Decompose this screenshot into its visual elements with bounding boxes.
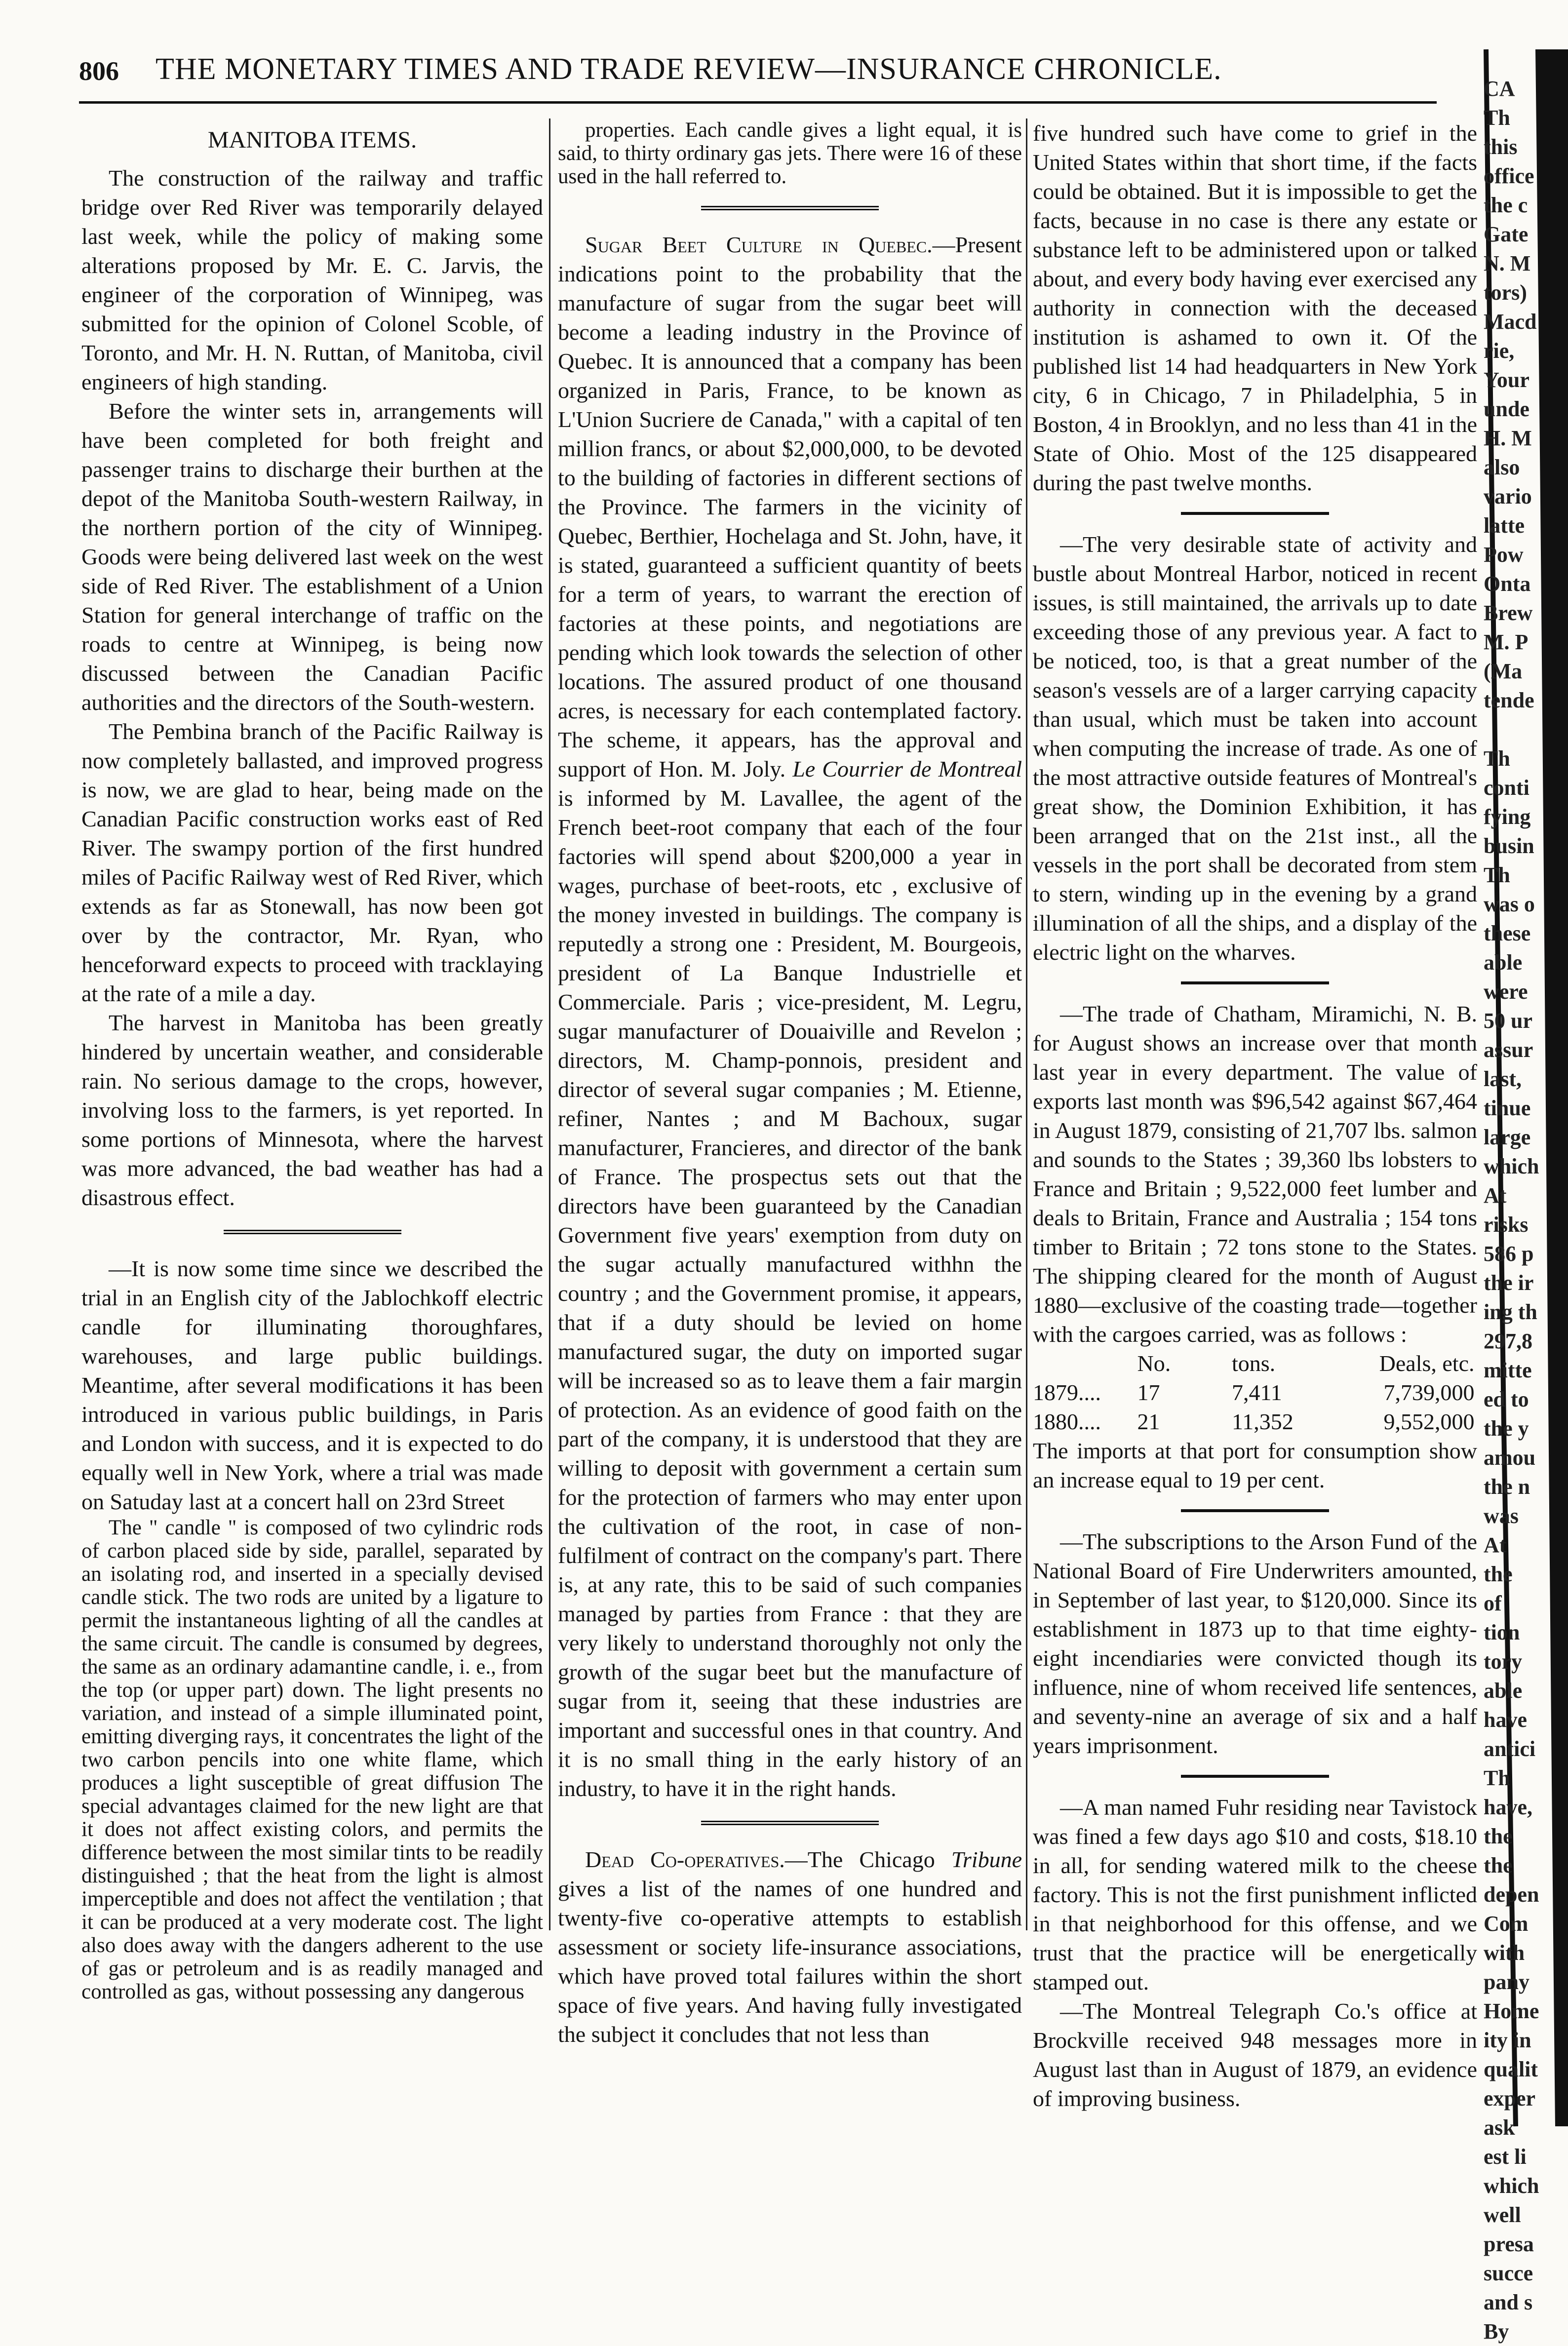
- paragraph: The Pembina branch of the Pacific Railway is now completely ballasted, and improved progress is now, we are glad to hear, being made on the Canadian Pacific construction works east of Red River. The swampy portion of the first hundred miles of Pacific Railway west of Red River, which extends as far as Stonewall, has now been got over by the contractor, Mr. Ryan, who henceforward expects to proceed with tracklaying at the rate of a mile a day.: [81, 719, 543, 1006]
- page-number: 806: [79, 56, 119, 86]
- fragment-line: Home: [1484, 1999, 1539, 2023]
- fragment-line: pany: [1484, 1970, 1529, 1994]
- fragment-line: also: [1484, 455, 1520, 479]
- paragraph: —It is now some time since we described the trial in an English city of the Jablochkoff electric candle for illuminating thoroughfares, warehouses, and large public buildings. Meantime, after several modifications it has been introduced in various public buildings, in Paris and London with success, and it is expected to do equally well in New York, where a trial was made on Satuday last at a concert hall on 23rd Street: [81, 1256, 543, 1514]
- fragment-line: conti: [1484, 776, 1529, 800]
- table-cell: 7,739,000: [1383, 1380, 1475, 1405]
- table-cell: 1880....: [1033, 1409, 1101, 1434]
- newspaper-name: Le Courrier de Montreal: [792, 756, 1022, 782]
- table-row: [1033, 1407, 1477, 1436]
- fragment-line: ed to: [1484, 1387, 1529, 1411]
- table-cell: 1879....: [1033, 1380, 1101, 1405]
- table-cell: 11,352: [1232, 1409, 1294, 1434]
- table-row: [1033, 1378, 1477, 1407]
- fragment-line: well: [1484, 2203, 1521, 2227]
- fragment-line: tion: [1484, 1620, 1520, 1644]
- next-page-fragment: [1484, 74, 1568, 2344]
- fragment-line: At: [1484, 1183, 1507, 1208]
- column-3: [1033, 118, 1477, 2113]
- fragment-line: ing th: [1484, 1300, 1537, 1324]
- fragment-line: and s: [1484, 2290, 1533, 2314]
- fragment-line: these: [1484, 921, 1531, 945]
- fragment-line: the ir: [1484, 1271, 1534, 1295]
- fragment-line: Th: [1484, 106, 1510, 130]
- fragment-line: last,: [1484, 1067, 1522, 1091]
- fragment-line: latte: [1484, 513, 1525, 538]
- article-separator: [1181, 981, 1329, 984]
- table-header: No.: [1137, 1351, 1171, 1376]
- paragraph-small: The " candle " is composed of two cylindric rods of carbon placed side by side, parallel, separated by an isolating rod, and inserted in a specially devised candle stick. The two rods are united by a ligature to permit the instantaneous lighting of all the candles at the same circuit. The candle is consumed by degrees, the same as an ordinary adamantine candle, i. e., from the top (or upper part) down. The light presents no variation, and instead of a simple illuminated point, emitting diverging rays, it concentrates the light of the two carbon pencils into one white flame, which produces a light susceptible of great diffusion The special advantages claimed for the new light are that it does not affect existing colors, and permits the difference between the most similar tints to be readily distinguished ; that the heat from the light is almost imperceptible and does not affect the ventilation ; that it can be produced at a very moderate cost. The light also does away with the dangers adherent to the use of gas or petroleum and is as readily managed and controlled as gas, without possessing any dangerous: [81, 1516, 543, 2003]
- fragment-line: By: [1484, 2319, 1509, 2344]
- article-heading: Sugar Beet Culture in Quebec.: [585, 232, 933, 257]
- column-divider-1: [549, 118, 550, 1930]
- fragment-line: fying: [1484, 805, 1531, 829]
- table-cell: 7,411: [1232, 1380, 1282, 1405]
- fragment-line: Macd: [1484, 310, 1537, 334]
- fragment-line: was: [1484, 1504, 1519, 1528]
- fragment-line: with: [1484, 1941, 1525, 1965]
- paragraph: —The very desirable state of activity and bustle about Montreal Harbor, noticed in recent issues, is still maintained, the arrivals up to date exceeding those of any previous year. A fact to be noticed, too, is that a great number of the season's vessels are of a larger carrying capacity than usual, which must be taken into account when computing the increase of trade. As one of the most attractive outside features of Montreal's great show, the Dominion Exhibition, it has been arranged that on the 21st inst., all the vessels in the port shall be decorated from stem to stern, winding up in the evening by a grand illumination of all the ships, and a display of the electric light on the wharves.: [1033, 532, 1477, 965]
- fragment-line: M. P: [1484, 630, 1529, 654]
- fragment-line: which: [1484, 2174, 1539, 2198]
- paragraph: Before the winter sets in, arrangements will have been completed for both freight and passenger trains to discharge their burthen at the depot of the Manitoba South-western Railway, in the northern portion of the city of Winnipeg. Goods were being delivered last week on the west side of Red River. The establishment of a Union Station for general interchange of traffic on the roads to centre at Winnipeg, is being now discussed between the Canadian Pacific authorities and the directors of the South-western.: [81, 398, 543, 715]
- table-cell: 17: [1137, 1380, 1160, 1405]
- fragment-line: the: [1484, 1562, 1513, 1586]
- paragraph: five hundred such have come to grief in the United States within that short time, if the facts could be obtained. But it is impossible to get the facts, because in no case is there any estate or substance left to be administered upon or talked about, and every body having ever exercised any authority in connection with the deceased institution is ashamed to own it. Of the published list 14 had headquarters in New York city, 6 in Chicago, 7 in Philadelphia, 5 in Boston, 4 in Brooklyn, and no less than 41 in the State of Ohio. Most of the 125 disappeared during the past twelve months.: [1033, 120, 1477, 495]
- fragment-line: CA: [1484, 77, 1515, 101]
- article-text: —The Chicago: [784, 1847, 935, 1872]
- masthead-title: THE MONETARY TIMES AND TRADE REVIEW—INSURANCE CHRONICLE.: [156, 52, 1222, 86]
- fragment-line: the n: [1484, 1475, 1530, 1499]
- fragment-line: presa: [1484, 2232, 1534, 2256]
- fragment-line: Th: [1484, 863, 1510, 887]
- newspaper-name: Tribune: [951, 1847, 1022, 1872]
- column-1: [81, 118, 543, 2003]
- fragment-line: which: [1484, 1154, 1539, 1178]
- fragment-line: have,: [1484, 1795, 1532, 1819]
- fragment-line: depen: [1484, 1882, 1539, 1907]
- paragraph: The harvest in Manitoba has been greatly hindered by uncertain weather, and considerable rain. No serious damage to the crops, however, involving loss to the farmers, is yet reported. In some portions of Minnesota, where the harvest was more advanced, the bad weather has had a disastrous effect.: [81, 1010, 543, 1210]
- table-cell: 9,552,000: [1383, 1409, 1475, 1434]
- fragment-line: able: [1484, 950, 1523, 975]
- page-header: [79, 52, 1461, 91]
- article-text: is informed by M. Lavallee, the agent of the French beet-root company that each of the four factories will spend about $200,000 a year in wages, purchase of beet-roots, etc , exclusive of the money invested in buildings. The company is reputedly a strong one : President, M. Bourgeois, president of La Banque Industrielle et Commerciale. Paris ; vice-president, M. Legru, sugar manufacturer of Douaiville and Revelon ; directors, M. Champ-ponnois, president and director of several sugar companies ; M. Etienne, refiner, Nantes ; and M Bachoux, sugar manufacturer, Francieres, and director of the bank of France. The prospectus sets out that the directors have been guaranteed by the Canadian Government five years' exemption from duty on the sugar actually manufactured withhn the country ; and the Government promise, it appears, that if a duty should be levied on home manufactured sugar, the duty on imported sugar will be increased so as to leave them a fair margin of protection. As an evidence of good faith on the part of the company, it is understood that they are willing to deposit with government a certain sum for the protection of farmers who may enter upon the cultivation of the root, in case of non-fulfilment of contract on the company's part. There is, at any rate, this to be said of such companies managed by parties from France : that they are very likely to understand thoroughly not only the growth of the sugar beet but the manufacture of sugar from it, seeing that these industries are important and successful ones in that country. And it is no small thing in the early history of an industry, to have it in the right hands.: [558, 785, 1022, 1801]
- fragment-line: Onta: [1484, 572, 1531, 596]
- fragment-line: have: [1484, 1708, 1527, 1732]
- fragment-line: H. M: [1484, 426, 1532, 450]
- fragment-line: rie,: [1484, 339, 1515, 363]
- fragment-line: assur: [1484, 1038, 1533, 1062]
- fragment-line: office: [1484, 164, 1534, 188]
- article-text: gives a list of the names of one hundred and twenty-five co-operative attempts to establish assessment or society life-insurance associations, which have proved total failures within the short space of five years. And having fully investigated the subject it concludes that not less than: [558, 1876, 1022, 2047]
- fragment-line: succe: [1484, 2261, 1533, 2285]
- fragment-line: risks: [1484, 1212, 1529, 1237]
- paragraph: —The subscriptions to the Arson Fund of the National Board of Fire Underwriters amounted, in September of last year, to $120,000. Since its establishment in 1873 up to that time eighty-eight incendiaries were convicted though its influence, nine of whom received life sentences, and seventy-nine an average of six and a half years imprisonment.: [1033, 1529, 1477, 1758]
- article-separator: [701, 206, 879, 212]
- fragment-line: tory: [1484, 1649, 1523, 1674]
- fragment-line: was o: [1484, 892, 1535, 916]
- fragment-line: large: [1484, 1125, 1531, 1149]
- fragment-line: Pow: [1484, 543, 1524, 567]
- fragment-line: 586 p: [1484, 1242, 1534, 1266]
- article-separator: [1181, 512, 1329, 515]
- column-divider-2: [1026, 118, 1027, 1930]
- shipping-table: [1033, 1349, 1477, 1436]
- fragment-line: busin: [1484, 834, 1534, 858]
- fragment-line: vario: [1484, 484, 1532, 508]
- article-separator: [701, 1821, 879, 1827]
- paragraph: —A man named Fuhr residing near Tavistock was fined a few days ago $10 and costs, $18.10 in all, for sending watered milk to the cheese factory. This is not the first punishment inflicted in that neighborhood for this offense, and we trust that the practice will be energetically stamped out.: [1033, 1795, 1477, 1994]
- fragment-line: 297,8: [1484, 1329, 1532, 1353]
- article-text: —Present indications point to the probability that the manufacture of sugar from the sugar beet will become a leading industry in the Province of Quebec. It is announced that a company has been organized in Paris, France, to be known as L'Union Sucriere de Canada," with a capital of ten million francs, or about $2,000,000, to be devoted to the building of factories in different sections of the Province. The farmers in the vicinity of Quebec, Berthier, Hochelaga and St. John, have, it is stated, guaranteed a sufficient quantity of beets for a term of years, to warrant the erection of factories at these points, and negotiations are pending which look towards the selection of other locations. The assured product of one thousand acres, is necessary for each contemplated factory. The scheme, it appears, has the approval and support of Hon. M. Joly.: [558, 232, 1022, 782]
- article-separator: [1181, 1509, 1329, 1512]
- fragment-line: (Ma: [1484, 659, 1523, 683]
- table-cell: 21: [1137, 1409, 1160, 1434]
- fragment-line: tende: [1484, 688, 1534, 712]
- fragment-line: tinue: [1484, 1096, 1531, 1120]
- article-separator: [1181, 1775, 1329, 1778]
- fragment-line: unde: [1484, 397, 1529, 421]
- section-heading-manitoba: MANITOBA ITEMS.: [207, 127, 417, 153]
- fragment-line: Th: [1484, 746, 1510, 771]
- fragment-line: Com: [1484, 1912, 1529, 1936]
- header-rule: [79, 101, 1437, 104]
- fragment-line: able: [1484, 1679, 1523, 1703]
- article-separator: [224, 1230, 401, 1236]
- fragment-line: tors): [1484, 280, 1527, 305]
- table-header-row: [1033, 1349, 1477, 1378]
- paragraph: —The Montreal Telegraph Co.'s office at Brockville received 948 messages more in August last than in August of 1879, an evidence of improving business.: [1033, 1998, 1477, 2111]
- fragment-line: ask: [1484, 2115, 1515, 2140]
- fragment-line: were: [1484, 979, 1528, 1004]
- fragment-line: Gate: [1484, 222, 1529, 246]
- fragment-line: amou: [1484, 1446, 1536, 1470]
- article-dead-co-operatives: [558, 1845, 1022, 2049]
- fragment-line: Brew: [1484, 601, 1533, 625]
- fragment-line: the: [1484, 1853, 1513, 1877]
- fragment-line: qualit: [1484, 2057, 1538, 2081]
- fragment-line: this: [1484, 135, 1518, 159]
- column-2: [558, 118, 1022, 2049]
- fragment-line: est li: [1484, 2145, 1527, 2169]
- fragment-line: 50 ur: [1484, 1009, 1532, 1033]
- fragment-line: Th: [1484, 1766, 1510, 1790]
- fragment-line: At: [1484, 1533, 1507, 1557]
- paragraph: —The trade of Chatham, Miramichi, N. B. for August shows an increase over that month last year in every department. The value of exports last month was $96,542 against $67,464 in August 1879, consisting of 21,707 lbs. salmon and sounds to the States ; 39,360 lbs lobsters to France and Britain ; 9,522,000 feet lumber and deals to Britain, France and Australia ; 154 tons timber to Britain ; 72 tons stone to the States. The shipping cleared for the month of August 1880—exclusive of the coasting trade—together with the cargoes carried, was as follows :: [1033, 1001, 1477, 1347]
- paragraph: The construction of the railway and traffic bridge over Red River was temporarily delayed last week, while the policy of making some alterations proposed by Mr. E. C. Jarvis, the engineer of the corporation of Winnipeg, was submitted for the opinion of Colonel Scoble, of Toronto, and Mr. H. N. Ruttan, of Manitoba, civil engineers of high standing.: [81, 165, 543, 394]
- article-heading: Dead Co-operatives.: [585, 1847, 785, 1872]
- article-sugar-beet: [558, 230, 1022, 1803]
- fragment-line: exper: [1484, 2086, 1536, 2111]
- table-header: tons.: [1232, 1351, 1276, 1376]
- fragment-line: the c: [1484, 193, 1528, 217]
- fragment-line: N. M: [1484, 251, 1531, 275]
- fragment-line: of: [1484, 1591, 1502, 1615]
- fragment-line: ity in: [1484, 2028, 1531, 2052]
- fragment-line: antici: [1484, 1737, 1536, 1761]
- fragment-line: mitte: [1484, 1358, 1532, 1382]
- table-header: Deals, etc.: [1379, 1351, 1475, 1376]
- fragment-line: [1484, 715, 1568, 744]
- fragment-line: the y: [1484, 1416, 1529, 1441]
- fragment-line: the: [1484, 1824, 1513, 1848]
- paragraph-small: properties. Each candle gives a light equal, it is said, to thirty ordinary gas jets. There were 16 of these used in the hall referred to.: [558, 118, 1022, 188]
- fragment-line: Your: [1484, 368, 1529, 392]
- paragraph: The imports at that port for consumption show an increase equal to 19 per cent.: [1033, 1438, 1477, 1492]
